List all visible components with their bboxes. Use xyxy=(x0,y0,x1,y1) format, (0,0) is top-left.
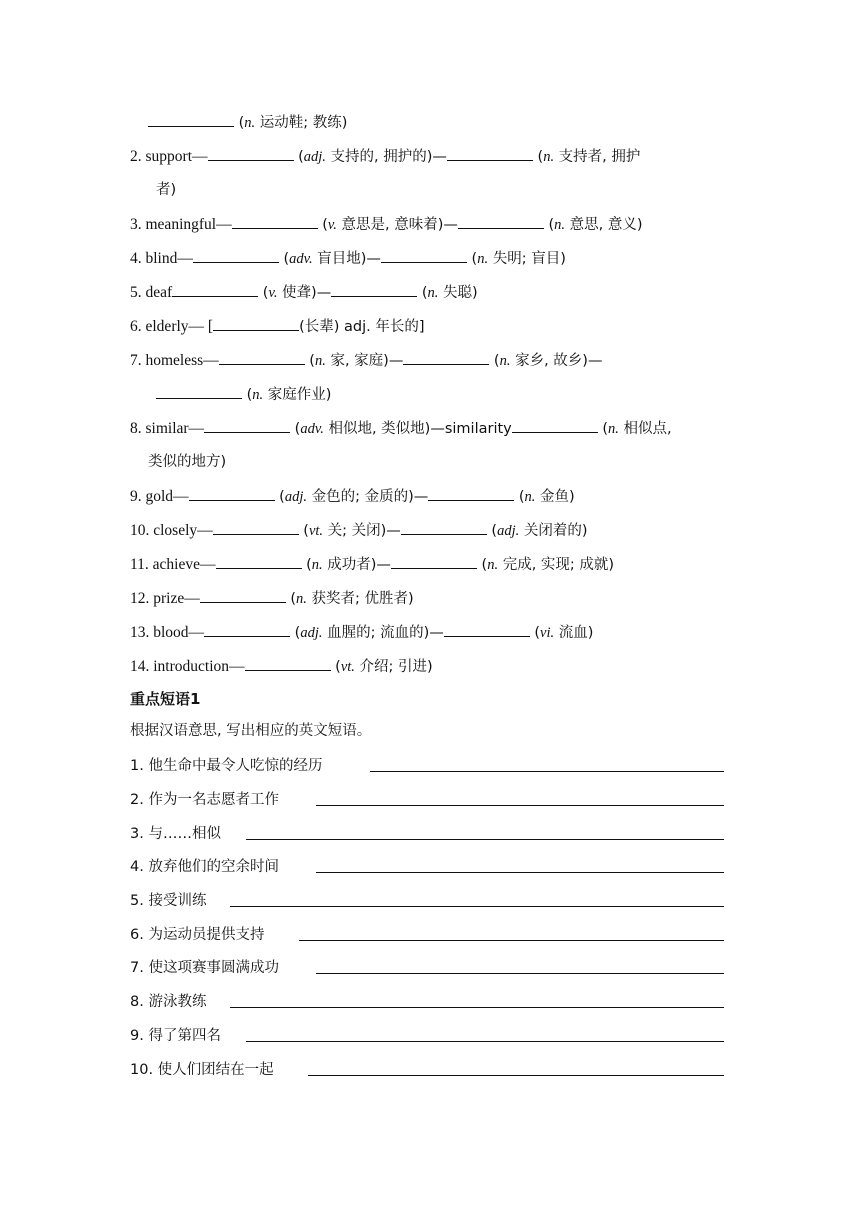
vocab-line-5: 5. deaf (v. 使聋)— (n. 失聪) xyxy=(130,284,478,301)
vocab-line-1-cont: (n. 运动鞋; 教练) xyxy=(148,112,753,133)
answer-blank[interactable] xyxy=(219,350,305,365)
answer-blank[interactable] xyxy=(213,520,299,535)
answer-line[interactable] xyxy=(316,872,724,873)
phrase-item: 9. 得了第四名 xyxy=(130,1028,221,1044)
answer-blank[interactable] xyxy=(172,282,258,297)
answer-blank[interactable] xyxy=(381,248,467,263)
answer-blank[interactable] xyxy=(401,520,487,535)
answer-blank[interactable] xyxy=(232,214,318,229)
vocab-line-12: 12. prize— (n. 获奖者; 优胜者) xyxy=(130,590,414,607)
phrase-item: 6. 为运动员提供支持 xyxy=(130,927,265,943)
answer-line[interactable] xyxy=(316,973,724,974)
vocab-line-14: 14. introduction— (vt. 介绍; 引进) xyxy=(130,658,433,675)
answer-blank[interactable] xyxy=(189,486,275,501)
answer-blank[interactable] xyxy=(193,248,279,263)
vocab-line-2-cont: 者) xyxy=(156,182,177,198)
vocab-line-13: 13. blood— (adj. 血腥的; 流血的)— (vi. 流血) xyxy=(130,624,594,641)
phrase-item: 1. 他生命中最令人吃惊的经历 xyxy=(130,758,323,774)
answer-blank[interactable] xyxy=(216,554,302,569)
answer-blank[interactable] xyxy=(208,146,294,161)
answer-blank[interactable] xyxy=(512,418,598,433)
phrase-item: 7. 使这项赛事圆满成功 xyxy=(130,960,279,976)
vocab-line-8: 8. similar— (adv. 相似地, 类似地)—similarity (n. 相似点, xyxy=(130,420,672,437)
vocab-line-7-cont: (n. 家庭作业) xyxy=(156,384,761,405)
answer-blank[interactable] xyxy=(148,112,234,127)
phrase-item: 4. 放弃他们的空余时间 xyxy=(130,859,279,875)
answer-blank[interactable] xyxy=(458,214,544,229)
vocab-line-7: 7. homeless— (n. 家, 家庭)— (n. 家乡, 故乡)— xyxy=(130,352,603,369)
answer-blank[interactable] xyxy=(213,316,299,331)
phrase-item: 10. 使人们团结在一起 xyxy=(130,1062,274,1078)
answer-line[interactable] xyxy=(370,771,724,772)
answer-line[interactable] xyxy=(230,1007,724,1008)
answer-blank[interactable] xyxy=(444,622,530,637)
answer-blank[interactable] xyxy=(200,588,286,603)
phrase-item: 8. 游泳教练 xyxy=(130,994,207,1010)
answer-line[interactable] xyxy=(246,839,724,840)
section-instruction: 根据汉语意思, 写出相应的英文短语。 xyxy=(130,723,372,739)
section-heading: 重点短语1 xyxy=(130,690,201,708)
answer-blank[interactable] xyxy=(403,350,489,365)
vocab-line-6: 6. elderly— [ (长辈) adj. 年长的] xyxy=(130,318,425,335)
answer-line[interactable] xyxy=(230,906,724,907)
vocab-line-3: 3. meaningful— (v. 意思是, 意味着)— (n. 意思, 意义) xyxy=(130,216,643,233)
vocab-line-8-cont: 类似的地方) xyxy=(148,454,227,470)
phrase-item: 2. 作为一名志愿者工作 xyxy=(130,792,279,808)
vocab-line-10: 10. closely— (vt. 关; 关闭)— (adj. 关闭着的) xyxy=(130,522,588,539)
answer-blank[interactable] xyxy=(245,656,331,671)
answer-blank[interactable] xyxy=(331,282,417,297)
phrase-item: 3. 与……相似 xyxy=(130,826,221,842)
answer-line[interactable] xyxy=(246,1041,724,1042)
vocab-line-11: 11. achieve— (n. 成功者)— (n. 完成, 实现; 成就) xyxy=(130,556,615,573)
vocab-line-9: 9. gold— (adj. 金色的; 金质的)— (n. 金鱼) xyxy=(130,488,575,505)
answer-blank[interactable] xyxy=(156,384,242,399)
answer-blank[interactable] xyxy=(428,486,514,501)
answer-blank[interactable] xyxy=(204,418,290,433)
phrase-item: 5. 接受训练 xyxy=(130,893,207,909)
answer-line[interactable] xyxy=(299,940,724,941)
answer-line[interactable] xyxy=(308,1075,724,1076)
vocab-line-4: 4. blind— (adv. 盲目地)— (n. 失明; 盲目) xyxy=(130,250,566,267)
answer-line[interactable] xyxy=(316,805,724,806)
answer-blank[interactable] xyxy=(447,146,533,161)
answer-blank[interactable] xyxy=(391,554,477,569)
answer-blank[interactable] xyxy=(204,622,290,637)
vocab-line-2: 2. support— (adj. 支持的, 拥护的)— (n. 支持者, 拥护 xyxy=(130,148,641,165)
